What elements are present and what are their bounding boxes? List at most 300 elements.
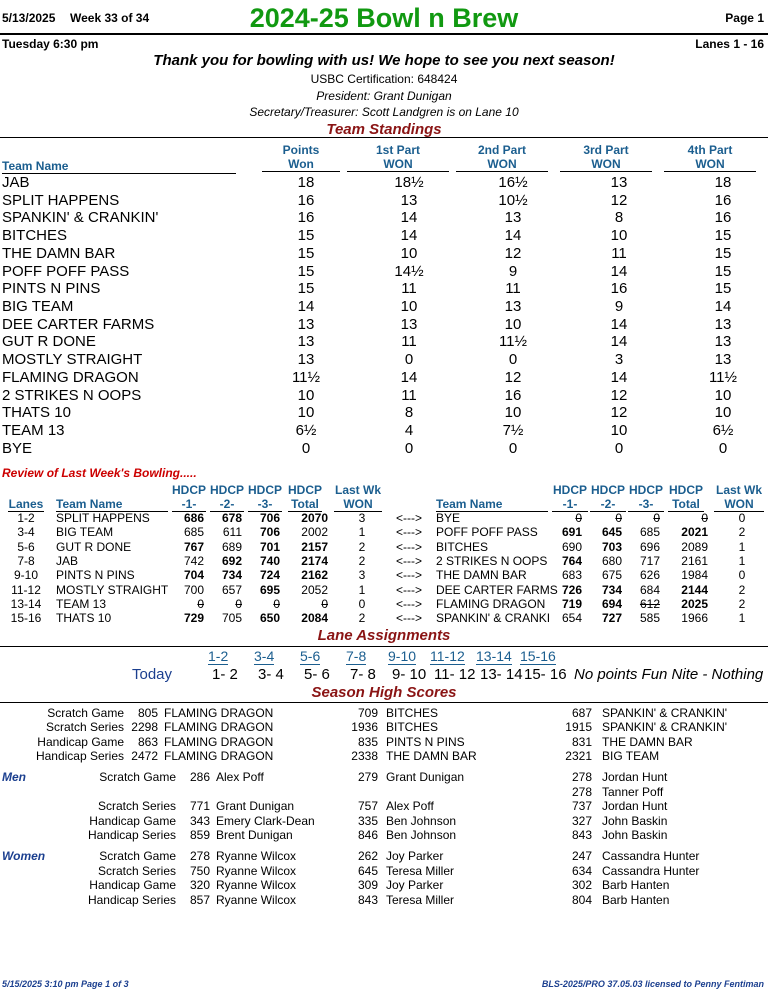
col-team-name: Team Name [2,159,236,174]
team-name: POFF POFF PASS [2,262,130,280]
game-1: 0 [197,596,204,611]
game-2: 734 [601,582,622,597]
game-2: 678 [221,511,242,525]
team-name: 2 STRIKES N OOPS [2,386,142,404]
hs-value: 634 [571,863,592,878]
col-part4 [664,143,756,172]
points-won: 15 [297,244,315,262]
rv-col-lanes: Lanes [8,497,44,511]
hs-name: Joy Parker [386,878,444,893]
hs-name: John Baskin [602,828,668,842]
vs-arrow: <---> [396,539,423,554]
game-1: 729 [183,611,204,626]
part3-won: 10 [610,227,628,245]
hs-value: 320 [189,878,210,893]
part3-won: 9 [614,298,624,316]
print-date: 5/13/2025 [2,11,56,25]
day-time: Tuesday 6:30 pm [2,37,99,51]
hs-name: SPANKIN' & CRANKIN' [602,706,728,720]
footer-left: 5/15/2025 3:10 pm Page 1 of 3 [2,979,129,989]
hs-value: 757 [357,799,378,813]
thank-you-message: Thank you for bowling with us! We hope to see you next season! [153,52,615,69]
game-2: 0 [235,596,242,611]
part4-won: 15 [714,280,732,298]
total: 1984 [681,568,708,583]
won: 2 [738,525,746,540]
game-2: 694 [601,596,622,611]
game-3: 701 [259,539,280,554]
hs-value: 278 [571,784,592,799]
vs-arrow: <---> [396,582,423,597]
table-row [0,227,768,245]
total: 1966 [681,611,708,626]
hs-name: SPANKIN' & CRANKIN' [602,720,728,735]
lanes: 7-8 [17,553,35,568]
team-name: FLAMING DRAGON [436,596,546,611]
total: 2084 [301,611,328,626]
hs-name: FLAMING DRAGON [164,720,274,735]
hs-label: Handicap Series [87,893,176,908]
part3-won: 12 [610,191,628,209]
team-name: MOSTLY STRAIGHT [2,351,143,369]
part3-won: 14 [610,368,628,386]
game-1: 704 [183,568,204,583]
game-1: 686 [183,511,204,525]
hs-value: 846 [357,828,378,842]
game-2: 611 [222,525,242,540]
won: 1 [738,539,746,554]
rv-hdcp-2-b: -2- [590,497,626,512]
rv-hdcp-3-top: HDCP [248,483,283,497]
hs-name: Ben Johnson [386,828,457,842]
part2-won: 11 [505,280,521,298]
hs-name: FLAMING DRAGON [164,748,274,763]
table-row [0,351,768,369]
hs-name: BIG TEAM [602,748,660,763]
points-won: 16 [297,209,315,227]
part3-won: 12 [610,386,628,404]
lane-today-7: 13- 14 [480,666,523,683]
total: 2144 [681,582,708,597]
lane-pair-8: 15-16 [520,648,556,664]
hs-name: Grant Dunigan [216,799,295,813]
hs-value: 857 [189,893,210,908]
col-part1 [347,143,449,172]
hs-name: THE DAMN BAR [602,734,693,749]
hs-value: 343 [189,813,210,828]
total: 0 [701,511,708,525]
table-row [0,298,768,316]
hs-name: THE DAMN BAR [386,748,477,763]
game-3: 612 [639,596,660,611]
rv-hdcp-3-b-top: HDCP [628,483,663,497]
rv-lastwk: WON [334,497,382,512]
part1-won: 8 [404,404,414,422]
part1-won: 14½ [394,262,424,280]
game-1: 742 [183,553,204,568]
points-won: 15 [297,227,315,245]
table-row [0,280,768,298]
part4-won: 15 [714,262,732,280]
team-name: SPANKIN' & CRANKIN' [2,209,159,227]
col-part1-l1: 1st Part [375,143,421,157]
lanes: 15-16 [10,611,42,626]
part1-won: 13 [400,315,418,333]
hs-value: 278 [189,849,210,863]
points-won: 15 [297,280,315,298]
total: 2002 [301,525,328,540]
header-rule [0,33,768,35]
lane-pair-6: 11-12 [430,648,465,664]
lane-pair-5: 9-10 [388,648,417,664]
part1-won: 14 [400,209,418,227]
hs-value: 687 [571,706,592,720]
hs-name: Barb Hanten [602,893,670,908]
hs-name: Teresa Miller [386,863,455,878]
points-won: 16 [297,191,315,209]
table-row [0,174,768,192]
part2-won: 10 [504,315,522,333]
hs-value: 771 [189,799,210,813]
secretary: Secretary/Treasurer: Scott Landgren is on Lane 10 [249,105,519,119]
part2-won: 7½ [502,422,524,440]
points-won: 11½ [291,368,321,386]
part4-won: 0 [718,439,728,457]
hs-value: 645 [357,863,378,878]
game-1: 726 [561,582,582,597]
hs-value: 843 [571,828,592,842]
lanes: 3-4 [17,525,35,540]
part1-won: 0 [404,439,414,457]
hs-value: 831 [571,734,592,749]
part3-won: 16 [610,280,628,298]
part1-won: 18½ [394,174,424,191]
team-name: SPLIT HAPPENS [2,191,120,209]
points-won: 10 [297,386,315,404]
points-won: 10 [297,404,315,422]
table-row [0,192,768,210]
part4-won: 16 [714,209,732,227]
part3-won: 10 [610,422,628,440]
part3-won: 14 [610,262,628,280]
won: 2 [358,553,366,568]
part1-won: 11 [401,333,417,351]
lane-today-6: 11- 12 [434,666,476,683]
hs-label: Handicap Series [87,828,176,842]
part3-won: 8 [614,209,624,227]
lanes-range: Lanes 1 - 16 [695,37,764,51]
hs-name: BITCHES [386,706,439,720]
team-name: BIG TEAM [56,525,114,540]
game-1: 654 [561,611,582,626]
col-points-l2: Won [262,157,340,172]
vs-arrow: <---> [396,525,423,540]
hs-value: 737 [571,799,592,813]
col-part4-l2: WON [664,157,756,172]
lanes: 5-6 [17,539,35,554]
hs-name: Alex Poff [386,799,434,813]
part3-won: 3 [614,351,624,369]
won: 1 [738,553,746,568]
hs-value: 309 [357,878,378,893]
team-name: SPLIT HAPPENS [56,511,150,525]
hs-value: 863 [137,734,158,749]
hs-name: BITCHES [386,720,439,735]
hs-name: Teresa Miller [386,893,455,908]
points-won: 13 [297,333,315,351]
table-row [0,245,768,263]
team-name: DEE CARTER FARMS [436,582,558,597]
part4-won: 6½ [712,422,734,440]
team-name: THATS 10 [56,611,112,626]
part1-won: 11 [401,280,417,298]
hs-name: Jordan Hunt [602,770,668,784]
hs-name: Tanner Poff [602,784,664,799]
game-2: 734 [221,568,242,583]
lane-assignments-title: Lane Assignments [317,627,451,644]
part4-won: 13 [714,315,732,333]
part1-won: 14 [400,227,418,245]
hs-name: Cassandra Hunter [602,863,700,878]
part2-won: 14 [504,227,522,245]
part2-won: 16 [504,386,522,404]
standings-rule [0,137,768,138]
hs-name: Barb Hanten [602,878,670,893]
rv-hdcp-total-b-top: HDCP [668,483,703,497]
part1-won: 13 [400,191,418,209]
hs-value: 2298 [131,720,158,735]
lane-today-5: 9- 10 [392,666,427,683]
game-2: 703 [601,539,622,554]
game-1: 764 [561,553,582,568]
vs-arrow: <---> [396,553,423,568]
team-name: POFF POFF PASS [436,525,538,540]
team-name: SPANKIN' & CRANKI [436,611,551,626]
hs-value: 262 [357,849,378,863]
table-row [0,316,768,334]
game-2: 705 [221,611,242,626]
lane-today-2: 3- 4 [258,666,284,683]
won: 2 [738,582,746,597]
review-title: Review of Last Week's Bowling..... [2,466,197,480]
part4-won: 13 [714,351,732,369]
game-3: 706 [259,511,280,525]
hs-name: Ryanne Wilcox [216,863,297,878]
lane-today-1: 1- 2 [212,666,238,683]
lane-pair-4: 7-8 [346,648,367,664]
part1-won: 10 [400,298,418,316]
hs-value: 750 [189,863,210,878]
part1-won: 11 [401,386,417,404]
rv-lastwk-b-top: Last Wk [715,483,762,497]
game-3: 585 [639,611,660,626]
vs-arrow: <---> [396,611,423,626]
hs-value: 286 [189,770,210,784]
hs-label: Scratch Game [47,706,124,720]
hs-value: 835 [357,734,378,749]
team-name: BITCHES [2,227,68,245]
points-won: 14 [297,298,315,316]
game-2: 675 [601,568,622,583]
hs-label: Scratch Game [99,770,176,784]
part3-won: 0 [614,439,624,457]
game-2: 689 [221,539,242,554]
points-won: 6½ [295,422,317,440]
team-name: THATS 10 [2,404,71,422]
part3-won: 14 [610,333,628,351]
hs-name: Brent Dunigan [216,828,293,842]
lane-today-3: 5- 6 [304,666,330,683]
col-points [262,143,340,172]
hs-value: 1936 [351,720,378,735]
part4-won: 14 [714,298,732,316]
part4-won: 15 [714,227,732,245]
president: President: Grant Dunigan [316,89,452,103]
hs-name: Ryanne Wilcox [216,878,297,893]
game-2: 645 [601,525,622,540]
team-name: PINTS N PINS [56,568,135,583]
team-name: DEE CARTER FARMS [2,315,155,333]
rv-hdcp-total-top: HDCP [288,483,323,497]
hs-value: 709 [357,706,378,720]
rv-hdcp-1: -1- [172,497,206,512]
rv-hdcp-1-b-top: HDCP [552,483,587,497]
hs-value: 2321 [565,748,592,763]
hs-label: Handicap Game [89,813,176,828]
part2-won: 0 [508,439,518,457]
lane-pair-2: 3-4 [254,648,275,664]
team-name: TEAM 13 [2,422,65,440]
game-3: 724 [259,568,280,583]
part2-won: 10 [504,404,522,422]
game-1: 683 [561,568,582,583]
team-name: JAB [2,174,30,191]
game-1: 685 [183,525,204,540]
won: 2 [358,539,366,554]
team-name: THE DAMN BAR [2,244,116,262]
total: 2089 [681,539,708,554]
hs-name: FLAMING DRAGON [164,734,274,749]
high-scores-rule [0,702,768,703]
rv-hdcp-total: Total [288,497,322,512]
part4-won: 18 [714,174,732,191]
col-part2 [456,143,548,172]
rv-hdcp-1-top: HDCP [172,483,207,497]
high-scores-title: Season High Scores [311,684,457,701]
points-won: 18 [297,174,315,191]
hs-value: 279 [357,770,378,784]
hs-label: Handicap Game [89,878,176,893]
game-2: 727 [601,611,622,626]
table-row [0,422,768,440]
part1-won: 10 [400,244,418,262]
game-3: 695 [259,582,280,597]
part4-won: 10 [714,404,732,422]
col-part3-l1: 3rd Part [583,143,629,157]
rv-lastwk-top: Last Wk [334,483,381,497]
points-won: 0 [301,439,311,457]
team-name: BITCHES [436,539,489,554]
hs-name: Jordan Hunt [602,799,668,813]
game-1: 690 [561,539,582,554]
game-3: 0 [273,596,280,611]
table-row [0,263,768,281]
table-row [0,387,768,405]
hs-name: Ben Johnson [386,813,457,828]
part2-won: 0 [508,351,518,369]
rv-hdcp-2-top: HDCP [210,483,245,497]
won: 1 [358,582,366,597]
total: 2052 [301,582,328,597]
hs-label: Scratch Series [45,720,124,735]
part2-won: 9 [508,262,518,280]
hs-value: 278 [571,770,592,784]
lane-today-4: 7- 8 [350,666,376,683]
team-name: TEAM 13 [56,596,107,611]
part2-won: 12 [504,368,522,386]
part1-won: 14 [400,368,418,386]
week-label: Week 33 of 34 [70,11,150,25]
vs-arrow: <---> [396,511,423,525]
col-points-l1: Points [282,143,320,157]
game-1: 0 [575,511,582,525]
game-1: 700 [183,582,204,597]
hs-name: Cassandra Hunter [602,849,700,863]
game-2: 680 [601,553,622,568]
hs-name: Joy Parker [386,849,444,863]
won: 3 [358,511,366,525]
today-label: Today [132,666,173,683]
total: 2070 [301,511,328,525]
team-name: 2 STRIKES N OOPS [436,553,548,568]
part2-won: 11½ [498,333,528,351]
rv-hdcp-3: -3- [248,497,282,512]
rv-hdcp-1-b: -1- [552,497,588,512]
hs-name: FLAMING DRAGON [164,706,274,720]
rv-hdcp-2-b-top: HDCP [590,483,625,497]
hs-name: John Baskin [602,813,668,828]
game-1: 719 [561,596,582,611]
lanes: 1-2 [17,511,35,525]
table-row [0,333,768,351]
part4-won: 16 [714,191,732,209]
game-1: 691 [561,525,582,540]
page-title: 2024-25 Bowl n Brew [249,3,519,33]
game-3: 717 [639,553,660,568]
part2-won: 12 [504,244,522,262]
usbc-certification: USBC Certification: 648424 [310,72,458,86]
won: 1 [358,525,366,540]
team-name: BYE [436,511,461,525]
col-part2-l1: 2nd Part [477,143,526,157]
points-won: 15 [297,262,315,280]
part3-won: 14 [610,315,628,333]
rv-col-team-2: Team Name [436,497,548,512]
table-row [0,369,768,387]
lanes: 11-12 [11,582,41,597]
part1-won: 4 [404,422,414,440]
total: 2162 [301,568,328,583]
team-name: MOSTLY STRAIGHT [56,582,169,597]
lane-pair-7: 13-14 [476,648,512,664]
team-name: THE DAMN BAR [436,568,527,583]
col-part1-l2: WON [347,157,449,172]
part3-won: 11 [611,244,627,262]
col-part2-l2: WON [456,157,548,172]
game-1: 767 [183,539,204,554]
part2-won: 13 [504,298,522,316]
hs-value: 335 [357,813,378,828]
